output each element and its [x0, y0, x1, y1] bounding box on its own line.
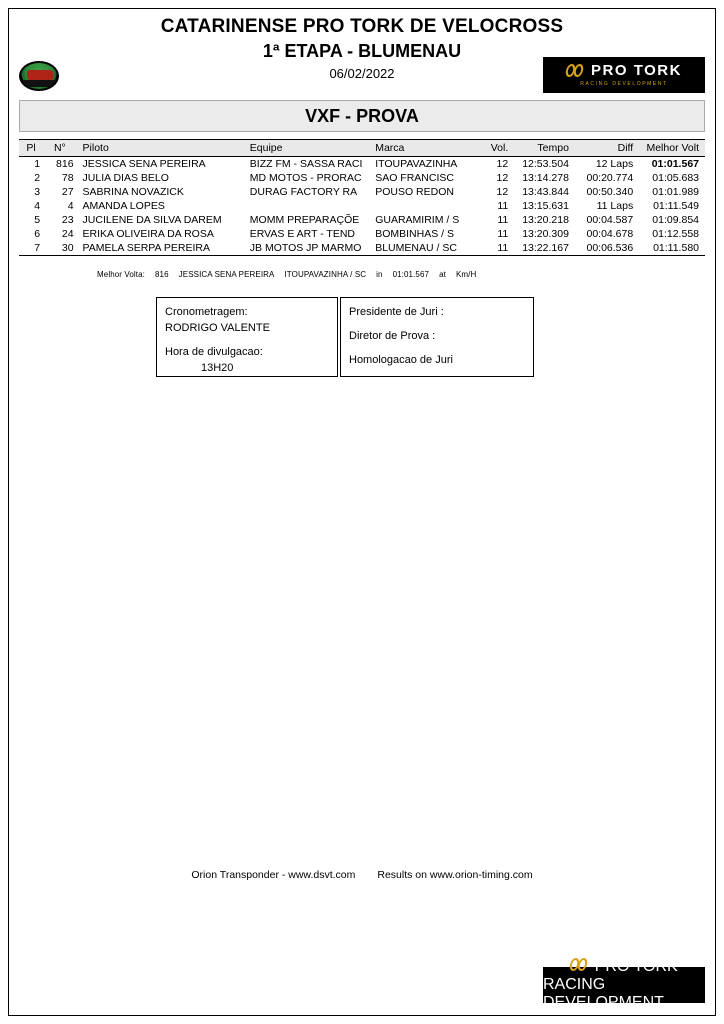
- footer-results-text: Results on www.orion-timing.com: [377, 869, 533, 881]
- cell-piloto: AMANDA LOPES: [82, 200, 165, 212]
- column-header-piloto: Piloto: [80, 140, 247, 157]
- sponsor-name: PRO TORK: [591, 62, 682, 79]
- table-row: [19, 171, 705, 185]
- table-header: [19, 140, 705, 157]
- cell-diff: 00:50.340: [586, 186, 634, 198]
- column-header-pl: Pl: [19, 140, 43, 157]
- spacer: [349, 344, 525, 352]
- cell-number: 4: [67, 200, 74, 212]
- sponsor-logo-bottom: [543, 958, 705, 1011]
- best-lap-number: 816: [155, 270, 169, 279]
- cell-melhor-volta: 01:11.549: [653, 200, 699, 212]
- table-body: [19, 157, 705, 256]
- protork-mark-icon: [566, 64, 586, 77]
- cell-vol: 11: [497, 228, 509, 240]
- cell-number: 816: [56, 158, 74, 170]
- cell-marca: ITOUPAVAZINHA: [375, 158, 458, 170]
- best-lap-summary: [97, 270, 486, 279]
- table-row: [19, 241, 705, 256]
- cell-melhor-volta: 01:09.854: [652, 214, 699, 226]
- cell-vol: 11: [478, 241, 511, 256]
- cell-pl: 5: [34, 214, 41, 226]
- spacer: [349, 320, 525, 328]
- sponsor-logo: [543, 57, 705, 93]
- cell-tempo: 13:20.218: [522, 214, 569, 226]
- cell-number: 30: [43, 241, 79, 256]
- cell-tempo: 13:14.278: [522, 172, 569, 184]
- release-time-label: Hora de divulgacao:: [165, 346, 263, 358]
- column-header-number: N°: [43, 140, 79, 157]
- cell-equipe: [247, 199, 372, 213]
- jury-signature-box: [340, 297, 534, 377]
- jury-president-label: Presidente de Juri :: [349, 306, 444, 318]
- cell-number: 27: [61, 186, 74, 198]
- best-lap-rider: JESSICA SENA PEREIRA: [178, 270, 275, 279]
- best-lap-speed-label: at: [439, 270, 446, 279]
- table-header-row: [19, 140, 705, 157]
- page-footer: [9, 869, 715, 881]
- best-lap-city: ITOUPAVAZINHA / SC: [284, 270, 367, 279]
- cell-piloto: PAMELA SERPA PEREIRA: [80, 241, 247, 256]
- cell-marca: BOMBINHAS / S: [375, 228, 454, 240]
- timing-name: RODRIGO VALENTE: [165, 322, 270, 334]
- spacer: [165, 336, 329, 344]
- cell-tempo: 13:22.167: [511, 241, 572, 256]
- cell-tempo: 12:53.504: [522, 158, 569, 170]
- cell-pl: 2: [34, 172, 41, 184]
- cell-number: 23: [61, 214, 74, 226]
- table-row: [19, 185, 705, 199]
- cell-melhor-volta: 01:01.567: [651, 158, 699, 170]
- cell-pl: 7: [19, 241, 43, 256]
- cell-piloto: SABRINA NOVAZICK: [82, 186, 184, 198]
- cell-number: 24: [61, 228, 74, 240]
- cell-piloto: JULIA DIAS BELO: [82, 172, 169, 184]
- cell-diff: 00:06.536: [572, 241, 636, 256]
- cell-equipe: ERVAS E ART - TEND: [249, 228, 356, 240]
- federation-logo-bottom: [19, 969, 67, 1001]
- cell-diff: 11 Laps: [596, 200, 634, 212]
- cell-tempo: 13:20.309: [522, 228, 569, 240]
- event-stage: 1ª ETAPA - BLUMENAU: [262, 41, 462, 61]
- sponsor-logo-text: [570, 958, 677, 976]
- cell-pl: 1: [34, 158, 41, 170]
- cell-vol: 12: [496, 186, 509, 198]
- cell-equipe: MD MOTOS - PRORAC: [249, 172, 362, 184]
- jury-homologation-label: Homologacao de Juri: [349, 354, 453, 366]
- category-banner: VXF - PROVA: [19, 100, 705, 132]
- column-header-equipe: Equipe: [247, 140, 372, 157]
- timing-signature-box: [156, 297, 338, 377]
- event-title: CATARINENSE PRO TORK DE VELOCROSS: [160, 16, 564, 37]
- table-row: [19, 227, 705, 241]
- cell-equipe: BIZZ FM - SASSA RACI: [249, 158, 363, 170]
- cell-melhor-volta: 01:01.989: [652, 186, 699, 198]
- cell-piloto: JUCILENE DA SILVA DAREM: [82, 214, 222, 226]
- cell-melhor-volta: 01:12.558: [652, 228, 699, 240]
- cell-pl: 6: [34, 228, 41, 240]
- protork-mark-icon: [570, 958, 590, 971]
- cell-tempo: 13:15.631: [522, 200, 569, 212]
- footer-transponder-text: Orion Transponder - www.dsvt.com: [191, 869, 356, 881]
- column-header-tempo: Tempo: [511, 140, 572, 157]
- best-lap-speed-unit: Km/H: [455, 270, 477, 279]
- cell-piloto: JESSICA SENA PEREIRA: [82, 158, 206, 170]
- document-page: [8, 8, 716, 1016]
- cell-vol: 11: [497, 214, 509, 226]
- federation-logo: [19, 61, 67, 93]
- cell-diff: 00:04.587: [586, 214, 634, 226]
- sponsor-logo-text: [566, 63, 682, 78]
- column-header-melhor-volta: Melhor Volt: [636, 140, 705, 157]
- race-director-label: Diretor de Prova :: [349, 330, 436, 342]
- sponsor-name: PRO TORK: [594, 958, 678, 975]
- results-table: [19, 139, 705, 256]
- timing-label: Cronometragem:: [165, 306, 248, 318]
- column-header-diff: Diff: [572, 140, 636, 157]
- cell-equipe: DURAG FACTORY RA: [249, 186, 358, 198]
- cell-diff: 00:04.678: [586, 228, 634, 240]
- table-row: [19, 157, 705, 172]
- cell-vol: 12: [496, 172, 509, 184]
- sponsor-tagline: RACING DEVELOPMENT: [580, 81, 668, 87]
- cell-equipe: JB MOTOS JP MARMO: [247, 241, 372, 256]
- results-table-container: [19, 139, 705, 256]
- table-row: [19, 213, 705, 227]
- cell-melhor-volta: 01:05.683: [652, 172, 699, 184]
- cell-melhor-volta: 01:11.580: [636, 241, 705, 256]
- cell-diff: 12 Laps: [595, 158, 634, 170]
- cell-pl: 4: [34, 200, 41, 212]
- cell-number: 78: [61, 172, 74, 184]
- cell-tempo: 13:43.844: [522, 186, 569, 198]
- cell-marca: SAO FRANCISC: [375, 172, 454, 184]
- cell-equipe: MOMM PREPARAÇÕE: [249, 214, 360, 226]
- release-time-value: 13H20: [201, 362, 234, 374]
- cell-pl: 3: [34, 186, 41, 198]
- best-lap-time: 01:01.567: [392, 270, 430, 279]
- cell-piloto: ERIKA OLIVEIRA DA ROSA: [82, 228, 214, 240]
- cell-vol: 11: [497, 200, 509, 212]
- cell-marca: [372, 199, 478, 213]
- cell-marca: POUSO REDON: [375, 186, 454, 198]
- table-row: [19, 199, 705, 213]
- column-header-vol: Vol.: [478, 140, 511, 157]
- best-lap-in-label: in: [376, 270, 383, 279]
- cell-diff: 00:20.774: [586, 172, 634, 184]
- sponsor-tagline: RACING DEVELOPMENT: [543, 976, 664, 1011]
- cell-marca: BLUMENAU / SC: [372, 241, 478, 256]
- best-lap-label: Melhor Volta:: [97, 270, 145, 279]
- cell-marca: GUARAMIRIM / S: [375, 214, 460, 226]
- cell-vol: 12: [496, 158, 509, 170]
- event-date: 06/02/2022: [329, 66, 395, 81]
- column-header-marca: Marca: [372, 140, 478, 157]
- shield-icon: [19, 61, 59, 91]
